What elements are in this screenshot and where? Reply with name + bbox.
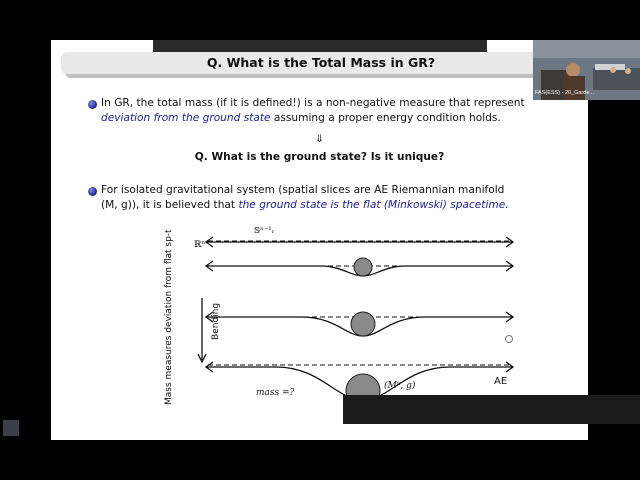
participant-video[interactable] [533,40,640,100]
slide-title: Q. What is the Total Mass in GR? [206,55,436,70]
mass-ball-medium [351,312,375,336]
bending-label: Bending [211,302,221,340]
presentation-slide [51,40,588,440]
bullet-1-line-1: In GR, the total mass (if it is defined!) is a non-negative measure that represent [101,97,525,109]
ground-state-question: Q. What is the ground state? Is it unique? [194,151,445,163]
cursor-ring-icon [505,335,513,343]
overlay-panel [343,395,640,424]
implies-arrow: ⇓ [315,133,324,145]
sphere-label: 𝕊ⁿ⁻¹ᵣ [254,226,275,236]
ae-label: AE [494,376,508,387]
bullet-2-start: (M, g)), it is believed that [101,199,239,211]
bullet-1-emphasis: deviation from the ground state [101,112,271,124]
rn-label: ℝⁿ [194,240,206,250]
y-axis-label: Mass measures deviation from flat sp-t [164,229,174,405]
participant-name: FAS(ESS) - 20_Garde... [535,90,594,96]
mass-ball-small [354,258,372,276]
bullet-2-emphasis: the ground state is the flat (Minkowski) spacetime. [238,199,509,211]
manifold-label: (Mⁿ, g) [384,381,416,391]
side-control[interactable] [3,420,19,436]
bending-diagram [51,40,588,440]
mass-label: mass =? [256,388,295,398]
bullet-1-rest: assuming a proper energy condition holds. [270,112,501,124]
bullet-2-line-1: For isolated gravitational system (spatial slices are AE Riemannian manifold [101,184,505,196]
